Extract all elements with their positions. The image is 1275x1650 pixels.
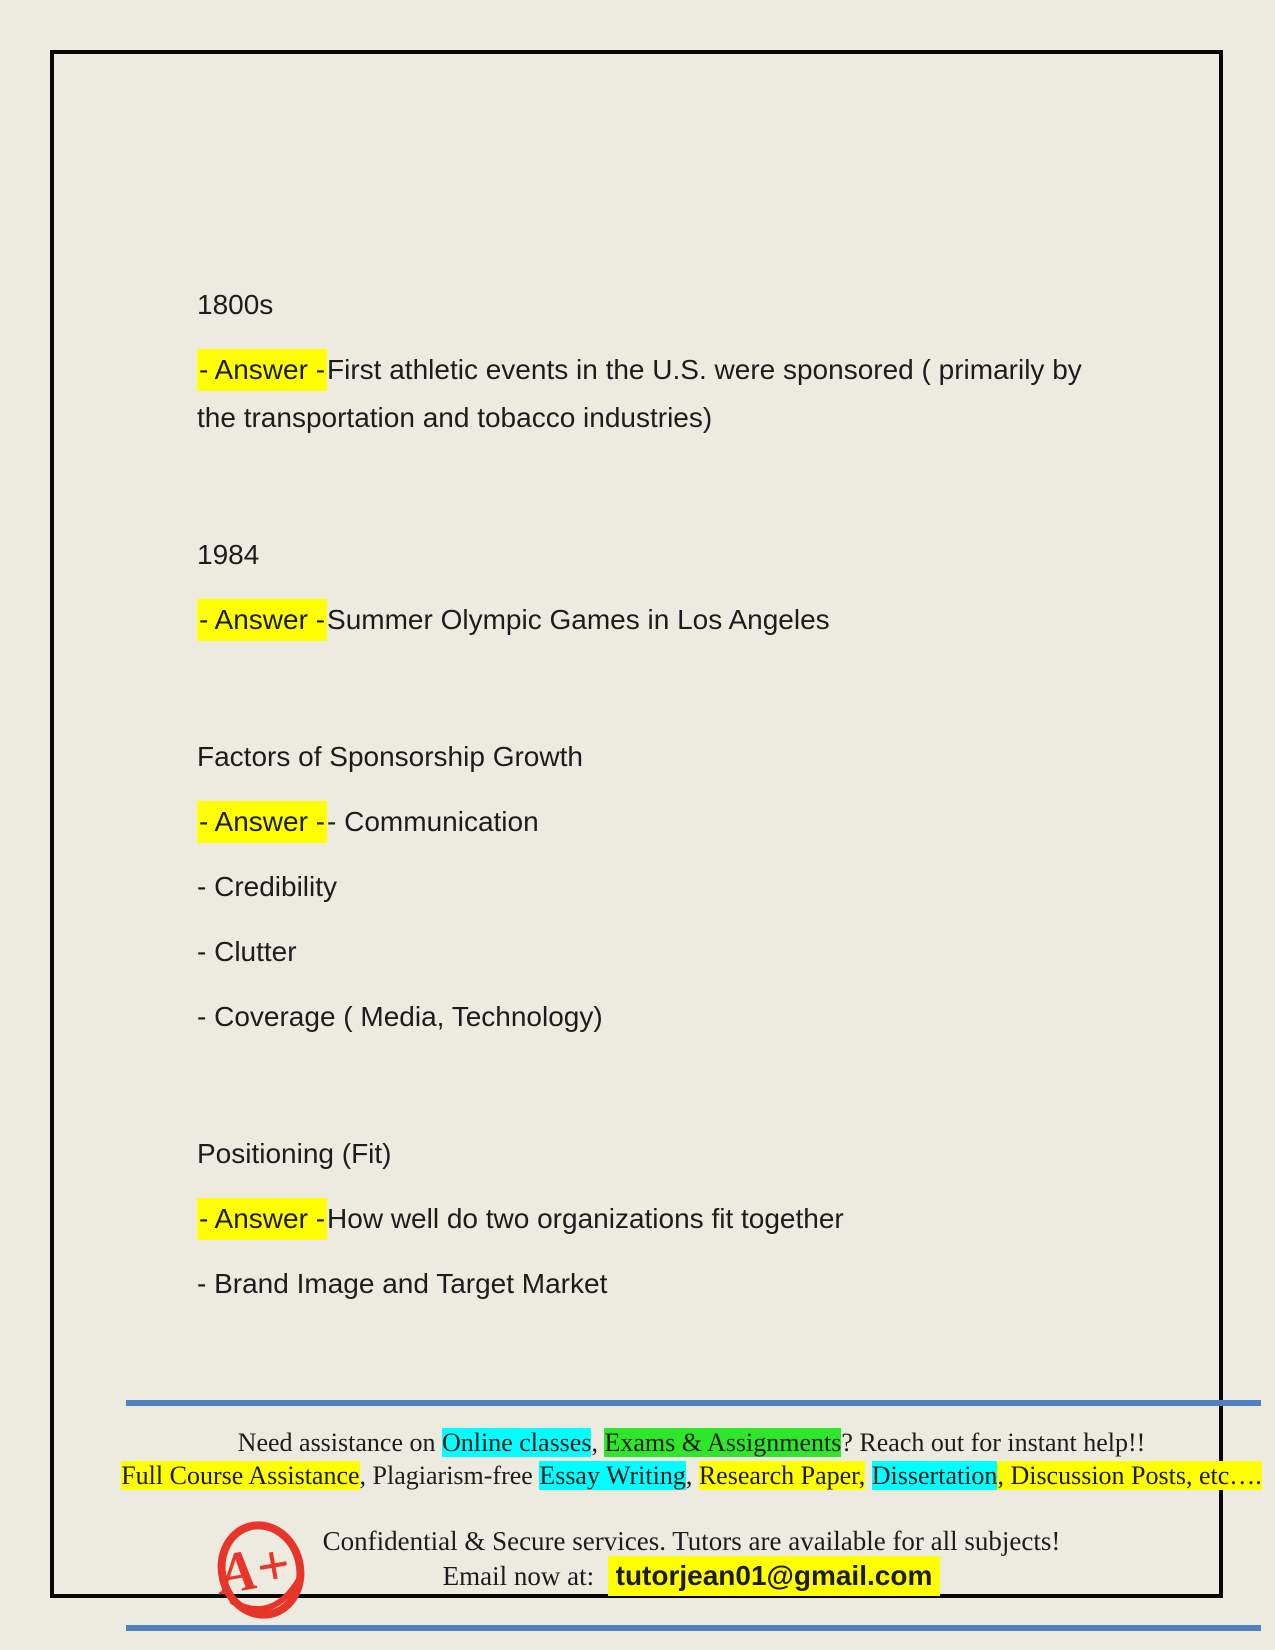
answer-text: Summer Olympic Games in Los Angeles [327,604,830,635]
answer-line-continued [197,394,1207,442]
answer-text: the transportation and tobacco industries) [197,402,713,433]
answer-line [197,596,1207,644]
answer-text: First athletic events in the U.S. were sponsored ( primarily by [327,354,1082,385]
answer-text: How well do two organizations fit together [327,1203,844,1234]
text-segment: , [685,1461,699,1490]
text-segment: Need assistance on [237,1428,442,1457]
bullet-line: - Credibility [197,871,338,902]
email-label: Email now at: [442,1561,595,1591]
footer-top-divider [126,1400,1261,1406]
qa-section [197,281,1207,442]
term-line: 1984 [197,539,260,570]
term-line: Factors of Sponsorship Growth [197,741,583,772]
text-segment: ? Reach out for instant help!! [841,1428,1146,1457]
term-line: 1800s [197,289,274,320]
highlight-segment: , Discussion Posts, etc…. [997,1461,1262,1490]
highlight-segment: Exams & Assignments [604,1428,842,1457]
answer-highlight-label: - Answer - [197,599,327,641]
qa-content [197,281,1207,1308]
highlight-segment: Full Course Assistance [121,1461,360,1490]
answer-line [197,1195,1207,1243]
bullet-line: - Coverage ( Media, Technology) [197,1001,603,1032]
footer-ad [109,1426,1274,1492]
highlight-segment: Online classes [442,1428,592,1457]
qa-section [197,733,1207,1041]
bullet-line: - Clutter [197,936,297,967]
answer-highlight-label: - Answer - [197,1198,327,1240]
ad-line-1 [109,1426,1274,1459]
qa-section [197,531,1207,644]
answer-line [197,798,1207,846]
text-segment: , [591,1428,605,1457]
answer-line [197,346,1207,394]
footer-bottom-divider [126,1625,1261,1631]
answer-highlight-label: - Answer - [197,349,327,391]
document-frame [50,50,1262,1607]
ad-line-2 [109,1459,1274,1492]
highlight-segment: Research Paper, [698,1461,866,1490]
email-line [109,1556,1274,1596]
bullet-line: - Brand Image and Target Market [197,1268,608,1299]
highlight-segment: Essay Writing [539,1461,686,1490]
answer-highlight-label: - Answer - [197,801,327,843]
email-address: tutorjean01@gmail.com [608,1556,941,1596]
text-segment: , Plagiarism-free [359,1461,540,1490]
logo-a-plus-text: A+ [212,1530,295,1607]
answer-text: - Communication [327,806,539,837]
text-segment [865,1461,872,1490]
highlight-segment: Dissertation [871,1461,998,1490]
confidential-line: Confidential & Secure services. Tutors are available for all subjects! [322,1526,1061,1556]
term-line: Positioning (Fit) [197,1138,392,1169]
qa-section [197,1130,1207,1308]
